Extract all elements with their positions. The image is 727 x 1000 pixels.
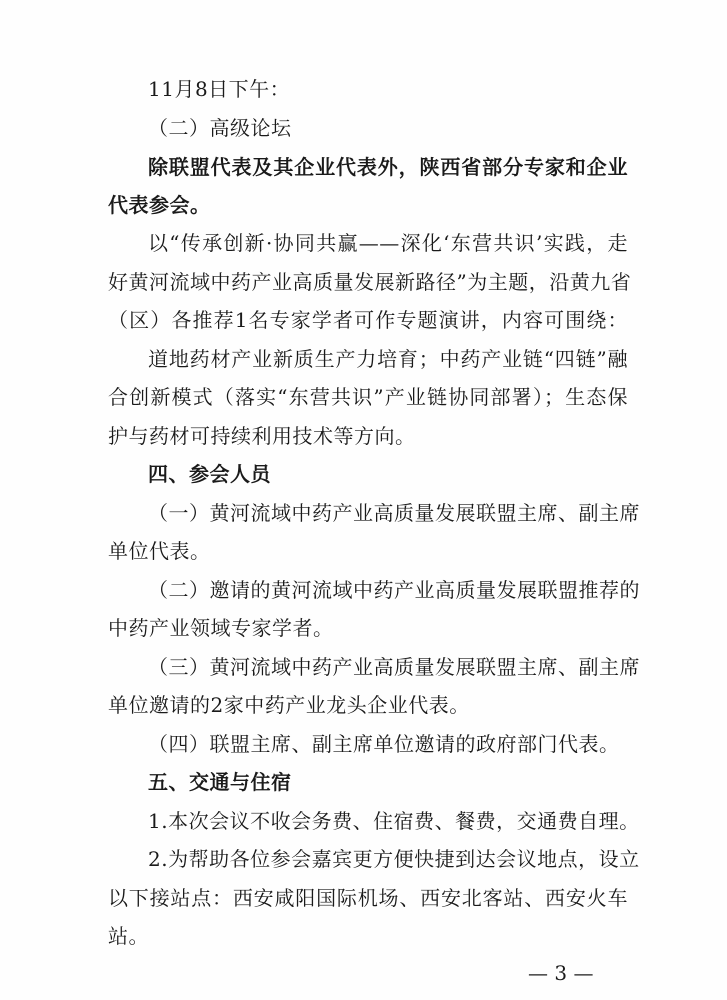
attendee-item-3-line-1: （三）黄河流域中药产业高质量发展联盟主席、副主席 <box>148 655 640 679</box>
attendee-item-1-line-2: 单位代表。 <box>108 539 211 563</box>
theme-paragraph-line-2: 好黄河流域中药产业高质量发展新路径”为主题，沿黄九省 <box>108 270 632 294</box>
attendee-item-1-line-1: （一）黄河流域中药产业高质量发展联盟主席、副主席 <box>148 501 640 525</box>
attendee-item-4: （四）联盟主席、副主席单位邀请的政府部门代表。 <box>148 732 620 756</box>
topics-paragraph-line-2: 合创新模式（落实“东营共识”产业链协同部署）；生态保 <box>108 385 628 409</box>
section-heading-transport: 五、交通与住宿 <box>148 770 292 794</box>
page-number: — 3 — <box>528 961 594 985</box>
topics-paragraph-line-3: 护与药材可持续利用技术等方向。 <box>108 424 416 448</box>
attendee-item-3-line-2: 单位邀请的2家中药产业龙头企业代表。 <box>108 693 470 717</box>
transport-item-1: 1.本次会议不收会务费、住宿费、餐费，交通费自理。 <box>148 809 640 833</box>
attendee-item-2-line-1: （二）邀请的黄河流域中药产业高质量发展联盟推荐的 <box>148 578 640 602</box>
transport-item-2-line-3: 站。 <box>108 924 149 948</box>
forum-attendees-line-2: 代表参会。 <box>108 193 211 217</box>
theme-paragraph-line-3: （区）各推荐1名专家学者可作专题演讲，内容可围绕： <box>108 308 628 332</box>
transport-item-2-line-2: 以下接站点：西安咸阳国际机场、西安北客站、西安火车 <box>108 886 628 910</box>
forum-attendees-line-1: 除联盟代表及其企业代表外，陕西省部分专家和企业 <box>148 155 628 179</box>
meeting-time: 11月8日下午： <box>148 77 291 101</box>
section-heading-attendees: 四、参会人员 <box>148 462 271 486</box>
theme-paragraph-line-1: 以“传承创新·协同共赢——深化‘东营共识’实践，走 <box>148 231 628 255</box>
attendee-item-2-line-2: 中药产业领域专家学者。 <box>108 616 334 640</box>
section-heading-forum: （二）高级论坛 <box>148 116 292 140</box>
topics-paragraph-line-1: 道地药材产业新质生产力培育；中药产业链“四链”融 <box>148 347 628 371</box>
transport-item-2-line-1: 2.为帮助各位参会嘉宾更方便快捷到达会议地点，设立 <box>148 847 640 871</box>
